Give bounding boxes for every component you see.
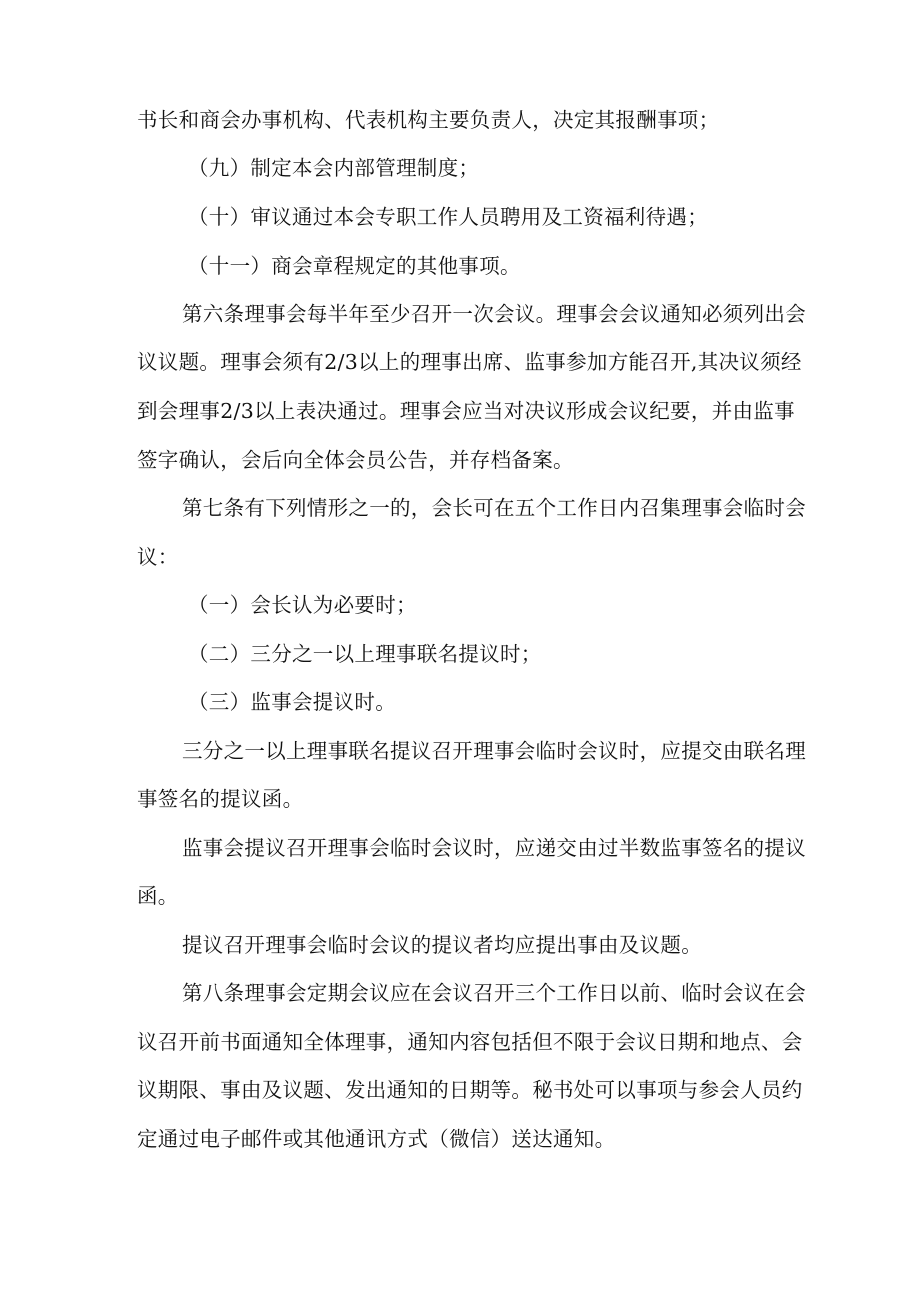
text-line: 监事会提议召开理事会临时会议时，应递交由过半数监事签名的提议: [182, 836, 806, 860]
text-line: 函。: [137, 884, 179, 908]
text-line: 到会理事2/3以上表决通过。理事会应当对决议形成会议纪要，并由监事: [137, 399, 795, 423]
text-line: 签字确认，会后向全体会员公告，并存档备案。: [137, 448, 574, 472]
text-line: 议召开前书面通知全体理事，通知内容包括但不限于会议日期和地点、会: [137, 1030, 803, 1054]
text-line: 事签名的提议函。: [137, 787, 304, 811]
text-line: （九）制定本会内部管理制度；: [188, 156, 480, 180]
text-line: 书长和商会办事机构、代表机构主要负责人，决定其报酬事项；: [137, 108, 720, 132]
text-line: 第八条理事会定期会议应在会议召开三个工作日以前、临时会议在会: [182, 981, 806, 1005]
text-line: 议议题。理事会须有2/3以上的理事出席、监事参加方能召开,其决议须经: [137, 350, 802, 374]
text-line: （二）三分之一以上理事联名提议时；: [188, 642, 542, 666]
text-line: 议期限、事由及议题、发出通知的日期等。秘书处可以事项与参会人员约: [137, 1078, 803, 1102]
text-line: 第七条有下列情形之一的，会长可在五个工作日内召集理事会临时会: [182, 496, 806, 520]
text-line: 三分之一以上理事联名提议召开理事会临时会议时，应提交由联名理: [182, 739, 806, 763]
text-line: （三）监事会提议时。: [188, 690, 396, 714]
text-line: （十一）商会章程规定的其他事项。: [188, 254, 521, 278]
text-line: 提议召开理事会临时会议的提议者均应提出事由及议题。: [182, 933, 702, 957]
text-line: 议：: [137, 545, 179, 569]
text-line: （一）会长认为必要时；: [188, 593, 417, 617]
text-line: （十）审议通过本会专职工作人员聘用及工资福利待遇；: [188, 205, 708, 229]
text-line: 第六条理事会每半年至少召开一次会议。理事会会议通知必须列出会: [182, 302, 806, 326]
text-line: 定通过电子邮件或其他通讯方式（微信）送达通知。: [137, 1127, 616, 1151]
